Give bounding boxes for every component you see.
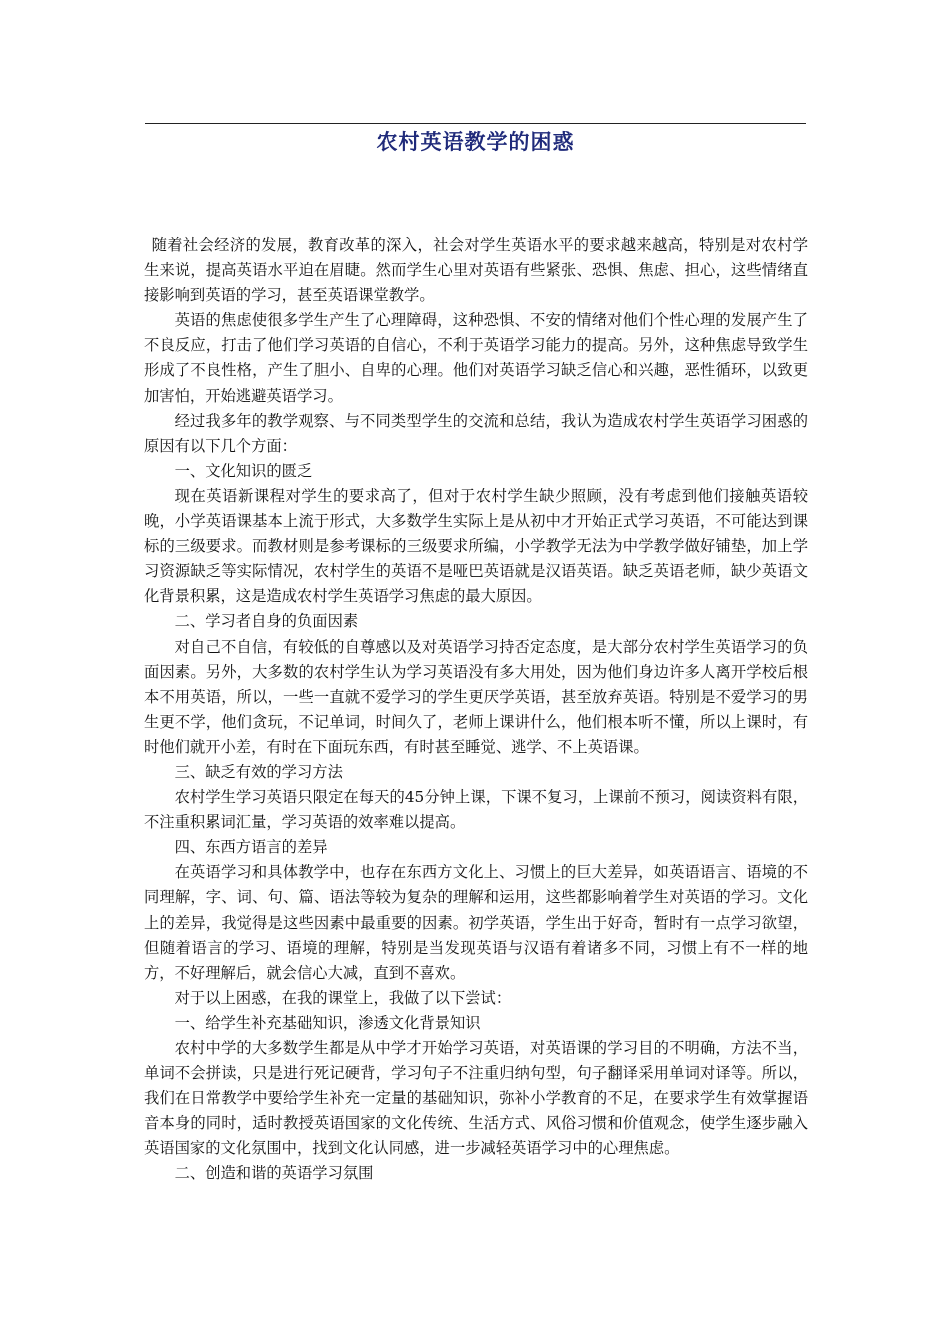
paragraph: 在英语学习和具体教学中，也存在东西方文化上、习惯上的巨大差异，如英语语言、语境的不同理解，字、词、句、篇、语法等较为复杂的理解和运用，这些都影响着学生对英语的学习。文化上的差异，我觉得是这些因素中最重要的因素。初学英语，学生出于好奇，暂时有一点学习欲望，但随着语言的学习、语境的理解，特别是当发现英语与汉语有着诸多不同，习惯上有不一样的地方，不好理解后，就会信心大减，直到不喜欢。 (144, 863, 808, 982)
paragraph: 农村学生学习英语只限定在每天的45分钟上课，下课不复习，上课前不预习，阅读资料有限，不注重积累词汇量，学习英语的效率难以提高。 (144, 788, 808, 832)
paragraph: 英语的焦虑使很多学生产生了心理障碍，这种恐惧、不安的情绪对他们个性心理的发展产生了不良反应，打击了他们学习英语的自信心，不利于英语学习能力的提高。另外，这种焦虑导致学生形成了不良性格，产生了胆小、自卑的心理。他们对英语学习缺乏信心和兴趣，恶性循环，以致更加害怕，开始逃避英语学习。 (144, 311, 808, 405)
document-title: 农村英语教学的困惑 (376, 130, 575, 154)
section-heading: 三、缺乏有效的学习方法 (174, 762, 343, 781)
paragraph: 农村中学的大多数学生都是从中学才开始学习英语，对英语课的学习目的不明确，方法不当，单词不会拼读，只是进行死记硬背，学习句子不注重归纳句型，句子翻译采用单词对译等。所以，我们在日常教学中要给学生补充一定量的基础知识，弥补小学教育的不足，在要求学生有效掌握语音本身的同时，适时教授英语国家的文化传统、生活方式、风俗习惯和价值观念，使学生逐步融入英语国家的文化氛围中，找到文化认同感，进一步减轻英语学习中的心理焦虑。 (144, 1039, 808, 1158)
paragraph: 对自己不自信，有较低的自尊感以及对英语学习持否定态度，是大部分农村学生英语学习的负面因素。另外，大多数的农村学生认为学习英语没有多大用处，因为他们身边许多人离开学校后根本不用英语，所以，一些一直就不爱学习的学生更厌学英语，甚至放弃英语。特别是不爱学习的男生更不学，他们贪玩，不记单词，时间久了，老师上课讲什么，他们根本听不懂，所以上课时，有时他们就开小差，有时在下面玩东西，有时甚至睡觉、逃学、不上英语课。 (144, 637, 808, 756)
paragraph: 经过我多年的教学观察、与不同类型学生的交流和总结，我认为造成农村学生英语学习困惑的原因有以下几个方面： (144, 411, 808, 455)
paragraph: 对于以上困惑，在我的课堂上，我做了以下尝试： (174, 988, 512, 1007)
header-rule (145, 123, 806, 124)
section-heading: 二、创造和谐的英语学习氛围 (174, 1164, 374, 1183)
section-heading: 四、东西方语言的差异 (174, 838, 328, 857)
paragraph: 随着社会经济的发展，教育改革的深入，社会对学生英语水平的要求越来越高，特别是对农村学生来说，提高英语水平迫在眉睫。然而学生心里对英语有些紧张、恐惧、焦虑、担心，这些情绪直接影响到英语的学习，甚至英语课堂教学。 (144, 236, 808, 305)
section-heading: 一、文化知识的匮乏 (174, 461, 313, 480)
section-heading: 二、学习者自身的负面因素 (174, 612, 359, 631)
section-heading: 一、给学生补充基础知识，渗透文化背景知识 (174, 1013, 481, 1032)
document-body (144, 233, 808, 1187)
paragraph: 现在英语新课程对学生的要求高了，但对于农村学生缺少照顾，没有考虑到他们接触英语较晚，小学英语课基本上流于形式，大多数学生实际上是从初中才开始正式学习英语，不可能达到课标的三级要求。而教材则是参考课标的三级要求所编，小学教学无法为中学教学做好铺垫，加上学习资源缺乏等实际情况，农村学生的英语不是哑巴英语就是汉语英语。缺乏英语老师，缺少英语文化背景积累，这是造成农村学生英语学习焦虑的最大原因。 (144, 486, 808, 606)
